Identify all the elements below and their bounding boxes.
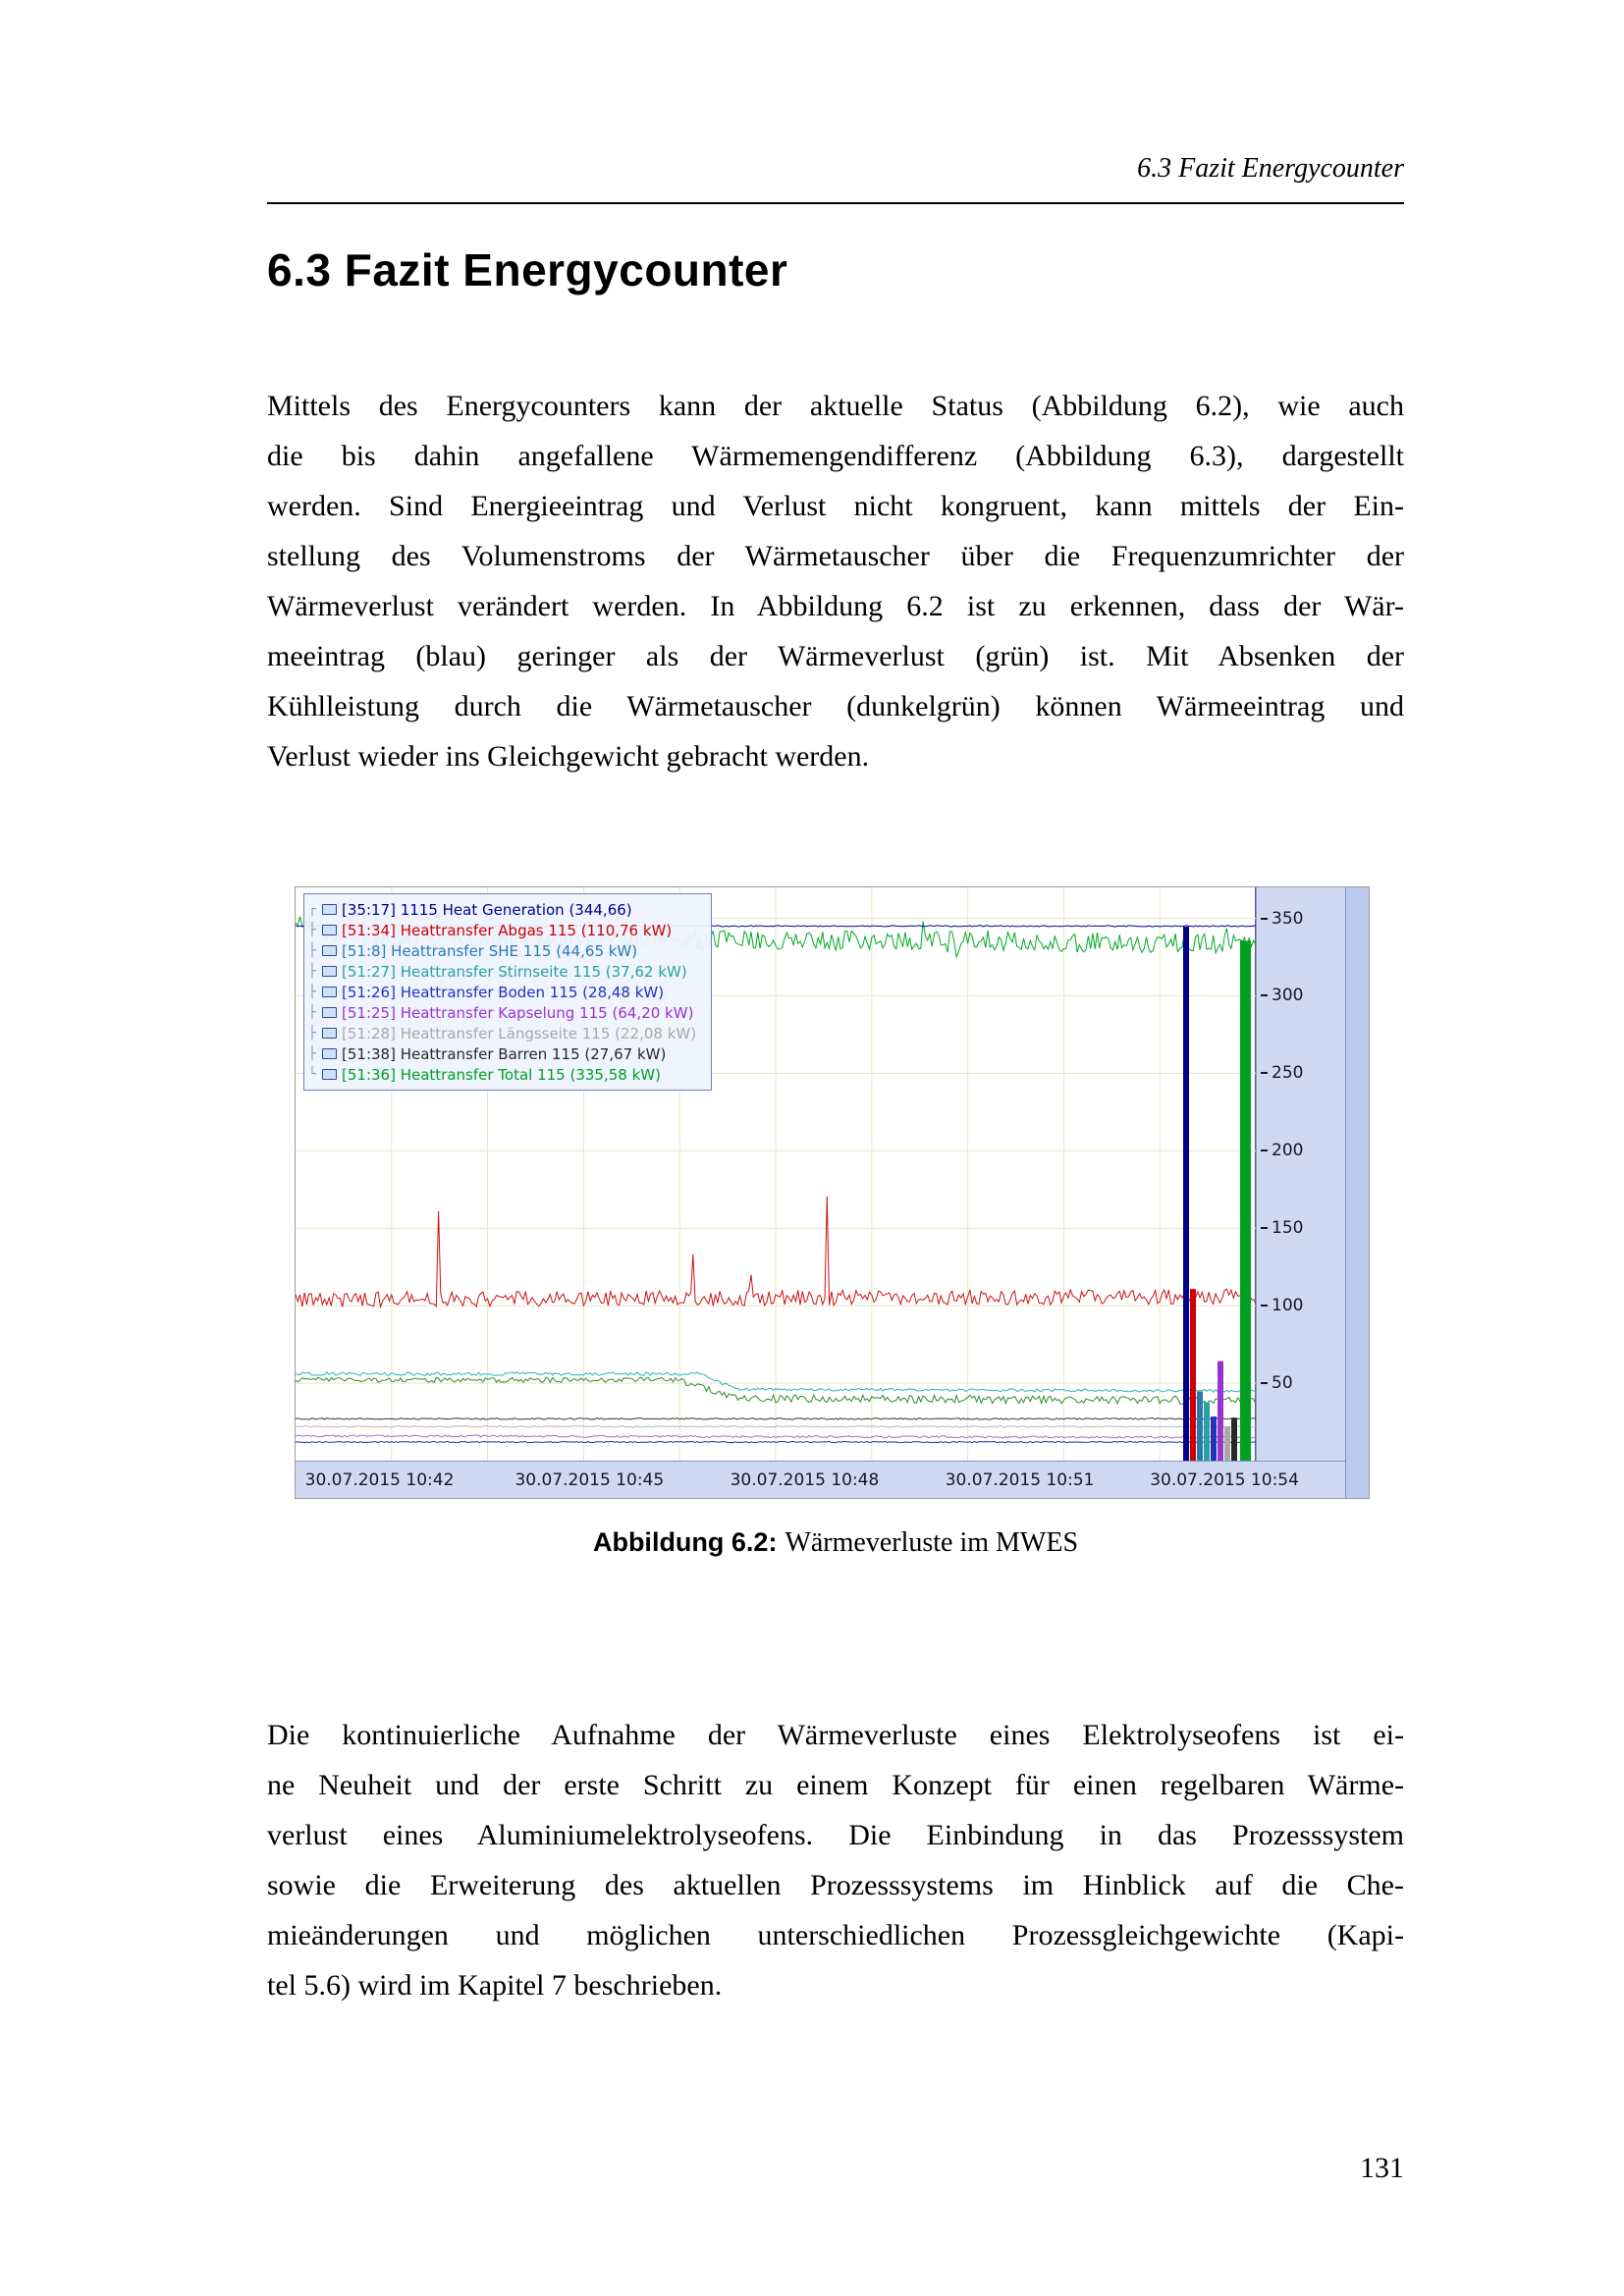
monitor-icon bbox=[322, 1028, 337, 1039]
caption-label: Abbildung 6.2: bbox=[592, 1527, 778, 1557]
legend-label: [51:36] Heattransfer Total 115 (335,58 kW) bbox=[342, 1065, 661, 1084]
monitor-icon bbox=[322, 1069, 337, 1080]
monitor-icon bbox=[322, 1007, 337, 1018]
tick-mark bbox=[1261, 1227, 1268, 1229]
y-tick-label: 150 bbox=[1261, 1218, 1303, 1238]
legend-item bbox=[308, 1064, 707, 1085]
legend-label: [51:28] Heattransfer Längsseite 115 (22,08 kW) bbox=[342, 1024, 697, 1042]
header-rule bbox=[267, 202, 1404, 204]
text-line: Wärmeverlust verändert werden. In Abbildung 6.2 ist zu erkennen, dass der Wär- bbox=[267, 590, 1404, 622]
x-axis-label: 30.07.2015 10:42 bbox=[304, 1470, 455, 1490]
text-line: stellung des Volumenstroms der Wärmetauscher über die Frequenzumrichter der bbox=[267, 540, 1404, 572]
monitor-icon bbox=[322, 1048, 337, 1059]
x-axis-label: 30.07.2015 10:48 bbox=[730, 1470, 880, 1490]
text-line: meeintrag (blau) geringer als der Wärmeverlust (grün) ist. Mit Absenken der bbox=[267, 640, 1404, 672]
plot-area bbox=[296, 887, 1256, 1461]
paragraph-2 bbox=[267, 1710, 1404, 2010]
caption-text: Wärmeverluste im MWES bbox=[785, 1527, 1079, 1558]
current-value-bar bbox=[1204, 1403, 1210, 1461]
legend-item bbox=[308, 961, 707, 982]
legend-label: [51:34] Heattransfer Abgas 115 (110,76 kW) bbox=[342, 921, 673, 939]
legend-label: [35:17] 1115 Heat Generation (344,66) bbox=[342, 900, 632, 919]
section-heading: 6.3 Fazit Energycounter bbox=[267, 244, 788, 295]
page-number: 131 bbox=[1360, 2152, 1404, 2184]
monitor-icon bbox=[322, 904, 337, 915]
legend-item bbox=[308, 899, 707, 920]
text-line: Die kontinuierliche Aufnahme der Wärmeverluste eines Elektrolyseofens ist ei- bbox=[267, 1719, 1404, 1751]
tick-mark bbox=[1261, 994, 1268, 996]
scale-slider bbox=[1345, 887, 1369, 1498]
legend-item bbox=[308, 1023, 707, 1043]
y-tick-label: 350 bbox=[1261, 909, 1303, 929]
x-axis-label: 30.07.2015 10:45 bbox=[514, 1470, 665, 1490]
y-tick-label: 100 bbox=[1261, 1296, 1303, 1315]
text-line: sowie die Erweiterung des aktuellen Prozesssystems im Hinblick auf die Che- bbox=[267, 1869, 1404, 1901]
figure-chart bbox=[295, 886, 1370, 1499]
tick-mark bbox=[1261, 1149, 1268, 1151]
current-value-bar bbox=[1224, 1426, 1230, 1461]
monitor-icon bbox=[322, 945, 337, 956]
tree-connector-icon: ├ bbox=[308, 1026, 316, 1041]
tree-connector-icon: ├ bbox=[308, 985, 316, 999]
monitor-icon bbox=[322, 925, 337, 935]
running-header: 6.3 Fazit Energycounter bbox=[1137, 153, 1404, 184]
legend-item bbox=[308, 1002, 707, 1023]
text-line: mieänderungen und möglichen unterschiedlichen Prozessgleichgewichte (Kapi- bbox=[267, 1919, 1404, 1951]
text-line: ne Neuheit und der erste Schritt zu einem Konzept für einen regelbaren Wärme- bbox=[267, 1769, 1404, 1801]
tree-connector-icon: ├ bbox=[308, 943, 316, 958]
paragraph-1 bbox=[267, 381, 1404, 781]
tree-connector-icon: └ bbox=[308, 1067, 316, 1082]
tree-connector-icon: ├ bbox=[308, 1005, 316, 1020]
current-value-bar bbox=[1231, 1417, 1237, 1461]
figure-caption bbox=[267, 1527, 1404, 1559]
legend-label: [51:38] Heattransfer Barren 115 (27,67 kW) bbox=[342, 1044, 667, 1063]
x-axis-label: 30.07.2015 10:54 bbox=[1150, 1470, 1299, 1490]
legend-item bbox=[308, 982, 707, 1002]
current-value-bar bbox=[1183, 927, 1189, 1461]
tick-mark bbox=[1261, 1072, 1268, 1074]
legend-item bbox=[308, 940, 707, 961]
text-line: Verlust wieder ins Gleichgewicht gebracht werden. bbox=[267, 740, 870, 773]
tree-connector-icon: ├ bbox=[308, 923, 316, 937]
text-line: Mittels des Energycounters kann der aktuelle Status (Abbildung 6.2), wie auch bbox=[267, 390, 1404, 422]
current-value-bar bbox=[1190, 1289, 1196, 1461]
text-line: die bis dahin angefallene Wärmemengendifferenz (Abbildung 6.3), dargestellt bbox=[267, 440, 1404, 472]
chart-legend bbox=[303, 893, 712, 1091]
text-line: Kühlleistung durch die Wärmetauscher (dunkelgrün) können Wärmeeintrag und bbox=[267, 690, 1404, 722]
legend-label: [51:27] Heattransfer Stirnseite 115 (37,62 kW) bbox=[342, 962, 687, 981]
text-line: werden. Sind Energieeintrag und Verlust nicht kongruent, kann mittels der Ein- bbox=[267, 490, 1404, 522]
legend-item bbox=[308, 920, 707, 940]
current-value-bar bbox=[1211, 1416, 1217, 1461]
legend-item bbox=[308, 1043, 707, 1064]
x-axis-label: 30.07.2015 10:51 bbox=[945, 1470, 1095, 1490]
y-tick-label: 250 bbox=[1261, 1063, 1303, 1083]
y-tick-label: 50 bbox=[1261, 1373, 1293, 1393]
legend-label: [51:8] Heattransfer SHE 115 (44,65 kW) bbox=[342, 941, 638, 960]
y-tick-label: 300 bbox=[1261, 986, 1303, 1005]
current-value-bar bbox=[1218, 1362, 1223, 1461]
monitor-icon bbox=[322, 966, 337, 977]
legend-label: [51:25] Heattransfer Kapselung 115 (64,20 kW) bbox=[342, 1003, 694, 1022]
tick-mark bbox=[1261, 1305, 1268, 1307]
y-axis-scale bbox=[1256, 887, 1345, 1461]
monitor-icon bbox=[322, 987, 337, 997]
current-value-bar bbox=[1197, 1392, 1203, 1461]
tree-connector-icon: ┌ bbox=[308, 902, 316, 917]
current-value-bar bbox=[1240, 940, 1251, 1461]
tick-mark bbox=[1261, 1382, 1268, 1384]
y-tick-label: 200 bbox=[1261, 1141, 1303, 1160]
tick-mark bbox=[1261, 918, 1268, 920]
tree-connector-icon: ├ bbox=[308, 964, 316, 979]
x-axis-strip bbox=[296, 1461, 1345, 1498]
legend-label: [51:26] Heattransfer Boden 115 (28,48 kW) bbox=[342, 983, 665, 1001]
tree-connector-icon: ├ bbox=[308, 1046, 316, 1061]
text-line: verlust eines Aluminiumelektrolyseofens. Die Einbindung in das Prozesssystem bbox=[267, 1819, 1404, 1851]
text-line: tel 5.6) wird im Kapitel 7 beschrieben. bbox=[267, 1969, 723, 2002]
